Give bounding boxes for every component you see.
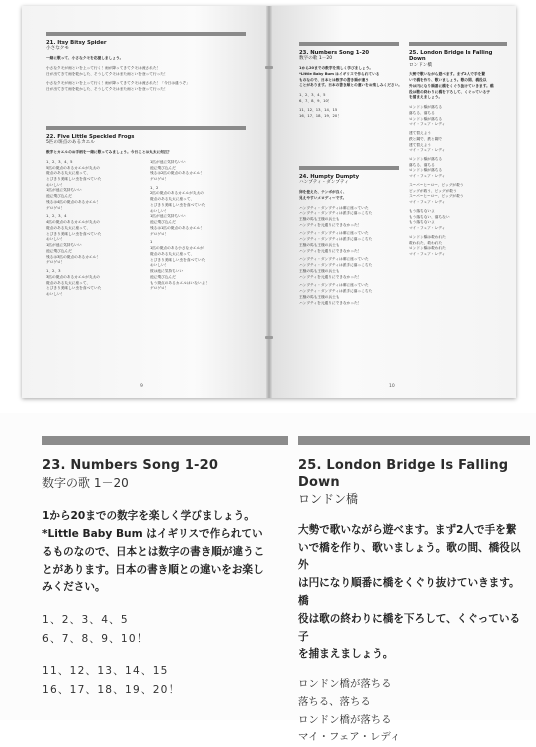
intro-line: を捕まえましょう。: [409, 95, 443, 100]
lyric-line: 落ちる、落ちる: [409, 110, 435, 115]
lyric-line: おいしい！: [150, 208, 169, 213]
lyric-line: マイ・フェア・レディ: [409, 122, 446, 127]
lyric-line: 池に飛び込んだ: [46, 194, 72, 199]
section-subtitle: ロンドン橋: [298, 492, 359, 507]
lyric-line: とびきり美味しい虫を食べていた: [150, 257, 206, 262]
lyric-line: ハンプティを元通りにできなかった！: [299, 274, 362, 279]
lyric-line: 斑点のある丸太に座って、: [150, 251, 195, 256]
booklet-spine: [266, 6, 272, 398]
left-page: [22, 6, 269, 398]
lyric-line: とびきり美味しい虫を食べていた: [150, 202, 206, 207]
lyric-line: 落ちる、落ちる: [298, 695, 371, 708]
section-subtitle: 小さなクモ: [46, 46, 69, 52]
lyric-line: 王様の馬も王様の兵士も: [299, 268, 340, 273]
lyrics-column-b: [150, 160, 246, 298]
lyric-line: ハンプティ・ダンプティは派手に落っこちた: [299, 289, 373, 294]
lyric-line: とびきり美味しい虫を食べていた: [46, 286, 102, 291]
section-humpty-dumpty: [299, 166, 399, 306]
section-header-bar: [409, 42, 507, 46]
section-numbers-song: [299, 42, 402, 120]
lyric-line: 王様の馬も王様の兵士も: [299, 294, 340, 299]
right-page: [269, 6, 516, 398]
zoom-section-numbers-song: [42, 413, 288, 699]
lyric-line: マイ・フェア・レディ: [409, 174, 446, 179]
lyric-line: おいしい！: [46, 182, 65, 187]
lyric-line: 斑点のある丸太に座って、: [46, 280, 91, 285]
lyric-line: ハンプティを元通りにできなかった！: [299, 300, 362, 305]
section-intro-line: 見えやすいメロディーです。: [299, 195, 347, 200]
lyric-line: 小さなクモが雨といを上って行く！雨が降ってきてクモは流された！: [46, 65, 161, 70]
section-subtitle: 5匹の斑点のあるカエル: [46, 140, 95, 146]
section-header-bar: [299, 42, 399, 46]
lyric-line: ロンドン橋が落ちる: [409, 156, 443, 161]
lyrics-column-a: [46, 160, 142, 298]
section-five-little-frogs: [46, 126, 246, 298]
lyric-line: ロンドン橋が落ちる: [409, 105, 443, 110]
lyric-line: ビッグが救う、ビッグが救う: [409, 188, 457, 193]
lyric-line: ハンプティ・ダンプティは派手に落っこちた: [299, 211, 373, 216]
lyric-line: ロンドン橋は救われた: [409, 234, 446, 239]
lyric-line: ハンプティを元通りにできなかった！: [299, 248, 362, 253]
intro-line: 役は歌の終わりに橋を下ろして、くぐっている子: [409, 89, 490, 94]
staple: [265, 66, 273, 69]
section-london-bridge: [409, 42, 507, 258]
section-title: 24. Humpty Dumpty: [299, 174, 360, 180]
lyric-line: 鉄と鋼で、鉄と鋼で: [409, 136, 443, 141]
section-intro-line: 卵を使えた、テンポが良く、: [299, 190, 347, 195]
lyric-line: マイ・フェア・レディ: [409, 226, 446, 231]
lyric-line: ロンドン橋が落ちる: [409, 168, 443, 173]
lyric-line: 1、2、3、4、5: [46, 159, 73, 164]
page-number: 9: [140, 384, 143, 389]
intro-line: は円になり順番に橋をくぐり抜けていきます。橋: [298, 577, 520, 608]
section-title: 21. Itsy Bitsy Spider: [46, 40, 107, 46]
section-title-line: Down: [298, 474, 340, 490]
section-itsy-bitsy-spider: [46, 32, 246, 93]
lyrics-column: [299, 206, 399, 307]
lyric-line: 落ちる、落ちる: [409, 162, 435, 167]
lyric-line: ハンプティ・ダンプティは派手に落っこちた: [299, 263, 373, 268]
section-title: 23. Numbers Song 1-20: [299, 50, 370, 56]
lyric-line: 1匹が池に気持ちいい: [46, 243, 82, 248]
lyric-line: ハンプティ・ダンプティは塀に座っていた: [299, 231, 369, 236]
intro-line: を捕まえましょう。: [298, 648, 394, 661]
intro-line: とがあります。日本の書き順との違いをお楽し: [42, 563, 264, 576]
lyric-line: 1匹が池に気持ちいい: [46, 188, 82, 193]
intro-line: みください。: [42, 581, 106, 594]
lyric-line: とびきり美味しい虫を食べていた: [46, 177, 102, 182]
lyric-line: 1匹の斑点のある小さなカエルが: [150, 246, 204, 251]
lyric-line: もう斑点のあるカエルはいないよ！: [150, 280, 209, 285]
section-subtitle: ロンドン橋: [409, 62, 432, 68]
lyric-line: 1、2: [150, 185, 159, 190]
lyric-line: スーパーヒーロー、ビッグが救う: [409, 194, 464, 199]
lyric-line: 池に飛び込んだ: [150, 220, 176, 225]
lyric-line: 1: [150, 240, 153, 245]
lyric-line: マイ・フェア・レディ: [409, 200, 446, 205]
intro-line: るものなので、日本とは数字の書き順が違うこ: [42, 545, 265, 558]
section-header-bar: [299, 166, 399, 170]
lyric-line: ハンプティ・ダンプティは塀に座っていた: [299, 283, 369, 288]
section-header-bar: [298, 436, 530, 445]
section-subtitle: ハンプティ・ダンプティ: [299, 180, 349, 186]
lyric-line: 日が出てきて雨を乾かした、そうしてクモはまた雨といを登って行った！: [46, 87, 168, 92]
lyric-line: もう落ちないよ: [409, 220, 435, 225]
booklet-spread: [22, 6, 516, 398]
intro-line: 外は円になり順番に橋をくぐり抜けていきます。橋: [409, 83, 494, 88]
lyric-line: ゲロゲロ！: [150, 231, 169, 236]
lyric-line: もう落ちないよ: [409, 208, 435, 213]
lyric-line: ゲロゲロ！: [46, 260, 65, 265]
section-title-line: 25. London Bridge Is Falling: [298, 458, 509, 473]
lyric-line: 彼は池に気持ちいい: [150, 269, 184, 274]
lyric-line: 1匹が池に気持ちいい: [150, 159, 186, 164]
section-intro-line: *Little Baby Bum はイギリスで作られている: [299, 71, 380, 76]
lyric-line: 残るは1匹の斑点のあるカエル！: [150, 225, 204, 230]
lyric-line: 建て替えよう: [409, 131, 432, 136]
lyric-line: ハンプティを元通りにできなかった！: [299, 222, 362, 227]
lyric-line: ロンドン橋が落ちる: [298, 678, 392, 691]
lyric-line: 王様の馬も王様の兵士も: [299, 242, 340, 247]
intro-line: いで橋を作り、歌いましょう。歌の間、橋役以外: [298, 541, 521, 572]
intro-line: 1から20までの数字を楽しく学びましょう。: [42, 510, 255, 523]
lyric-line: 池に飛び込んだ: [150, 274, 176, 279]
lyric-line: 4匹の斑点のあるカエルが丸太の: [46, 220, 100, 225]
section-title: 25. London Bridge Is Falling Down: [409, 50, 493, 63]
section-intro: 数字とカエルのお手柄を一緒に歌ってみましょう。今日ことは丸太に何匹？: [46, 150, 172, 155]
lyric-line: 斑点のある丸太に座って、: [150, 197, 195, 202]
lyric-line: 残るは3匹の斑点のあるカエル！: [46, 254, 100, 259]
section-intro: [298, 522, 530, 664]
lyrics-column: [409, 105, 507, 258]
page-number: 10: [389, 384, 395, 389]
lyric-line: 5匹の斑点のあるカエルが丸太の: [46, 165, 100, 170]
section-title: 23. Numbers Song 1-20: [42, 458, 219, 473]
staple: [265, 336, 273, 339]
lyric-line: 小さなクモが雨といを上って行く！雨が降ってきてクモは流された！「今日は違うぞ」: [46, 81, 190, 86]
lyric-line: 6、7、8、9、10！: [42, 632, 149, 645]
lyric-line: 11、12、13、14、15: [299, 108, 338, 113]
zoom-section-london-bridge: [298, 413, 530, 747]
lyric-line: 1、2、3、4、5: [299, 93, 326, 98]
zoomed-detail: [0, 413, 536, 744]
lyric-line: 残るは4匹の斑点のあるカエル！: [46, 199, 100, 204]
intro-line: いで橋を作り、歌いましょう。歌の間、橋役以: [409, 78, 487, 83]
lyric-line: 1、2、3: [46, 269, 61, 274]
lyric-line: 建て替えよう: [409, 142, 432, 147]
lyric-line: マイ・フェア・レディ: [298, 731, 401, 744]
lyric-line: 池に飛び込んだ: [150, 165, 176, 170]
lyric-line: ゲロゲロ！: [150, 286, 169, 291]
lyric-line: 斑点のある丸太に座って、: [46, 225, 91, 230]
lyric-line: マイ・フェア・レディ: [409, 148, 446, 153]
lyric-line: 2匹の斑点のあるカエルが丸太の: [150, 191, 204, 196]
intro-line: *Little Baby Bum はイギリスで作られてい: [42, 528, 263, 541]
lyric-line: 1匹が池に気持ちいい: [150, 214, 186, 219]
lyric-line: マイ・フェア・レディ: [409, 251, 446, 256]
lyric-line: 16、17、18、19、20！: [299, 114, 341, 119]
intro-line: 大勢で歌いながら遊べます。まず2人で手を繋: [409, 72, 486, 77]
lyric-line: 3匹の斑点のあるカエルが丸太の: [46, 274, 100, 279]
lyric-line: 斑点のある丸太に座って、: [46, 171, 91, 176]
lyric-line: おいしい！: [46, 291, 65, 296]
section-intro-line: 1から20までの数字を楽しく学びましょう。: [299, 66, 374, 71]
lyric-line: 救われた、救われた: [409, 240, 443, 245]
lyric-line: ゲロゲロ！: [46, 205, 65, 210]
section-intro-line: ことがあります。日本の書き順との違いをお楽しみください。: [299, 83, 402, 88]
lyric-line: 1、2、3、4、5: [42, 614, 129, 627]
lyric-line: 日が出てきて雨を乾かした、そうしてクモはまた雨といを登って行った！: [46, 71, 168, 76]
section-subtitle: 数字の歌 1－20: [42, 475, 129, 490]
lyric-line: ロンドン橋が落ちる: [298, 713, 392, 726]
lyric-line: ロンドン橋が落ちる: [409, 116, 443, 121]
lyric-line: 11、12、13、14、15: [42, 665, 169, 678]
lyric-line: 池に飛び込んだ: [46, 248, 72, 253]
section-intro-line: ものなので、日本とは数字の書き順が違う: [299, 77, 369, 82]
lyric-line: ロンドン橋は救われた: [409, 246, 446, 251]
lyric-line: もう落ちない、落ちない: [409, 214, 450, 219]
lyric-line: とびきり美味しい虫を食べていた: [46, 231, 102, 236]
section-intro: [409, 72, 507, 101]
lyric-line: ゲロゲロ！: [150, 177, 169, 182]
intro-line: 役は歌の終わりに橋を下ろして、くぐっている子: [298, 612, 521, 643]
section-title: [298, 458, 530, 491]
lyric-line: 6、7、8、9、10！: [299, 98, 332, 103]
lyric-line: スーパーヒーロー、ビッグが救う: [409, 182, 464, 187]
section-subtitle: 数字の歌 1－20: [299, 56, 333, 62]
lyric-line: おいしい！: [150, 263, 169, 268]
section-intro: [42, 508, 288, 597]
lyric-line: おいしい！: [46, 237, 65, 242]
intro-line: 大勢で歌いながら遊べます。まず2人で手を繋: [298, 523, 517, 536]
lyric-line: 残るは2匹の斑点のあるカエル！: [150, 171, 204, 176]
section-header-bar: [46, 32, 246, 36]
lyric-line: 1、2、3、4: [46, 214, 67, 219]
section-header-bar: [46, 126, 246, 130]
section-intro: 一緒に歌って、小さなクモを応援しましょう。: [46, 56, 124, 61]
lyric-line: 王様の馬も王様の兵士も: [299, 217, 340, 222]
lyric-line: ハンプティ・ダンプティは派手に落っこちた: [299, 237, 373, 242]
lyric-line: ハンプティ・ダンプティは塀に座っていた: [299, 205, 369, 210]
section-title: 22. Five Little Speckled Frogs: [46, 134, 135, 140]
section-header-bar: [42, 436, 288, 445]
lyric-line: ハンプティ・ダンプティは塀に座っていた: [299, 257, 369, 262]
lyric-line: 16、17、18、19、20！: [42, 683, 181, 696]
